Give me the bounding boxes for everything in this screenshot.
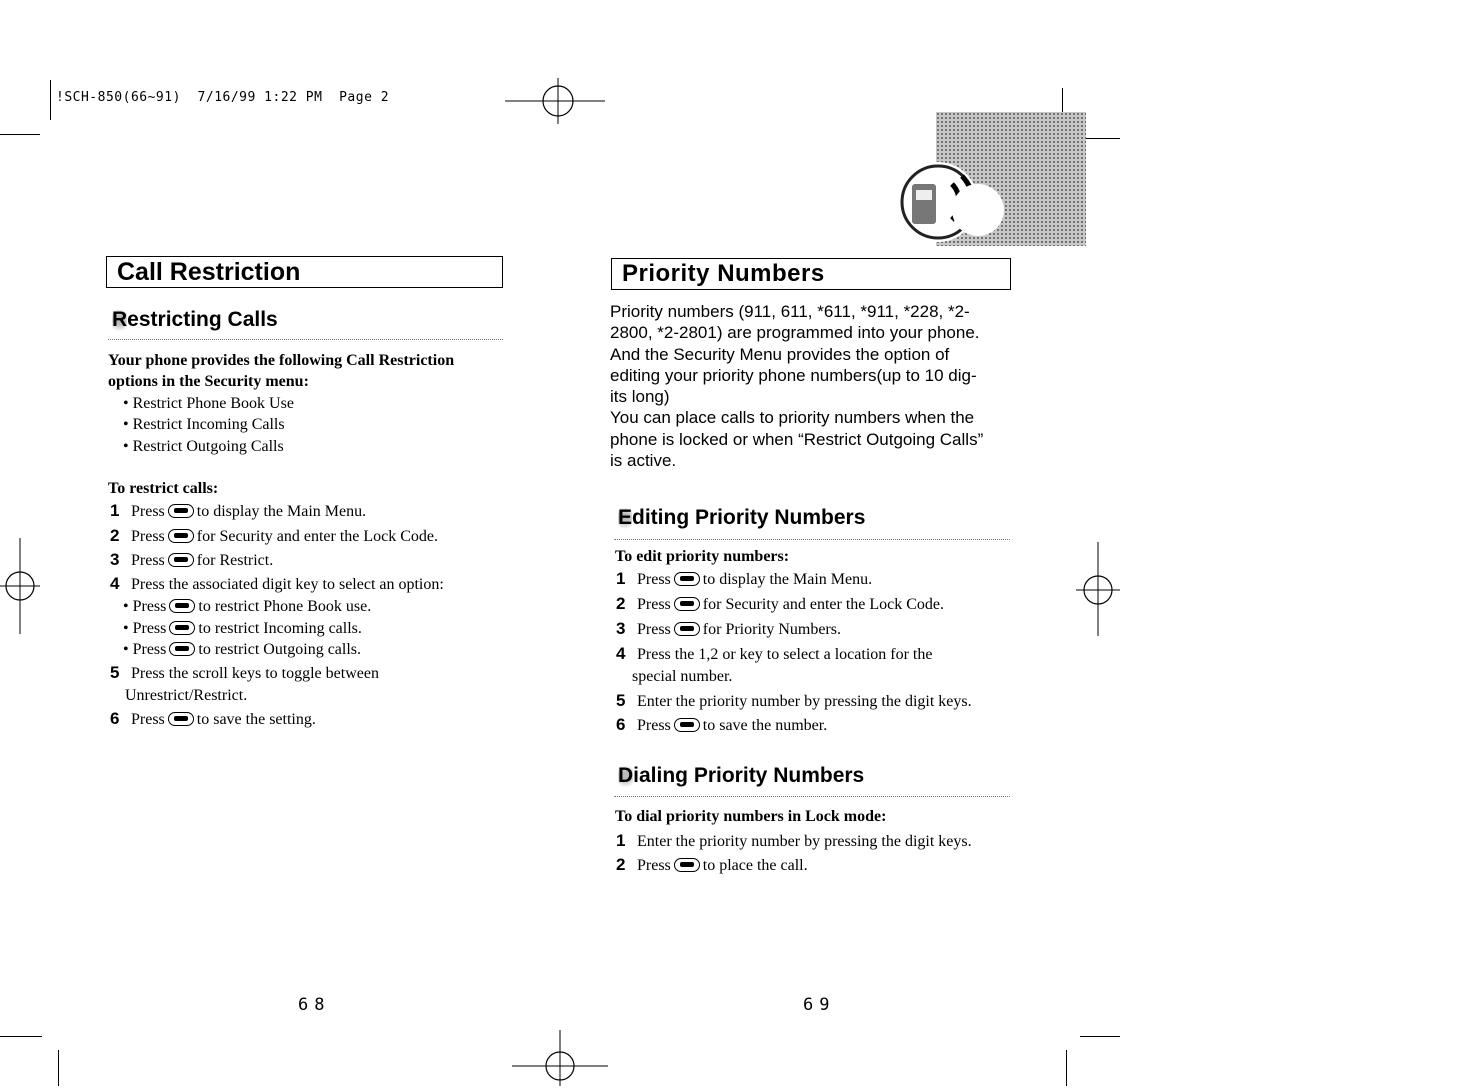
heading-text: ialing Priority Numbers	[633, 764, 865, 787]
sub-option-text: to restrict Phone Book use.	[198, 598, 372, 615]
step-text: Press	[637, 596, 671, 613]
procedure-title: To edit priority numbers:	[615, 548, 790, 565]
drop-cap: D	[618, 764, 634, 787]
step-2	[110, 524, 438, 549]
edit-step-1	[616, 567, 872, 592]
step-text: for Security and enter the Lock Code.	[702, 596, 945, 613]
sub-option-text: • Press	[123, 641, 167, 658]
step-text: Press	[131, 528, 165, 545]
drop-cap: E	[618, 506, 633, 529]
step-text: to display the Main Menu.	[702, 571, 873, 588]
heading-text: estricting Calls	[127, 308, 278, 331]
step-5	[110, 661, 379, 686]
section-rule	[614, 796, 1010, 797]
step-number: 1	[110, 501, 120, 520]
step-number: 6	[616, 715, 626, 734]
step-number: 4	[110, 574, 120, 593]
digit-key-icon	[169, 642, 195, 656]
intro-line: options in the Security menu:	[108, 373, 309, 390]
crop-mark	[1080, 138, 1120, 139]
intro-line: Your phone provides the following Call Restriction	[108, 352, 455, 369]
registration-mark-right	[1076, 542, 1120, 636]
sub-option-text: • Press	[123, 598, 167, 615]
sub-option-text: to restrict Outgoing calls.	[198, 641, 362, 658]
step-text: to save the setting.	[196, 711, 316, 728]
digit-key-icon	[674, 622, 700, 636]
edit-step-6	[616, 713, 827, 738]
registration-mark-left	[0, 538, 40, 634]
step-text: Press	[131, 552, 165, 569]
edit-step-4	[616, 642, 932, 667]
digit-key-icon	[674, 597, 700, 611]
option-item: • Restrict Phone Book Use	[123, 395, 294, 412]
step-3	[110, 548, 273, 573]
body-line: editing your priority phone numbers(up to 10 dig-	[610, 365, 977, 385]
step-number: 6	[110, 709, 120, 728]
digit-key-icon	[169, 621, 195, 635]
section-rule	[108, 339, 503, 340]
page-number-left: 68	[298, 995, 331, 1015]
step-number: 5	[110, 663, 120, 682]
editing-priority-heading	[618, 506, 865, 530]
step-text: to save the number.	[702, 717, 828, 734]
edit-step-4-continued: special number.	[632, 668, 733, 685]
step-text: to display the Main Menu.	[196, 503, 367, 520]
drop-cap: R	[112, 308, 128, 331]
step-text: Press	[131, 711, 165, 728]
step-text: for Security and enter the Lock Code.	[196, 528, 439, 545]
registration-mark-top	[505, 78, 605, 124]
step-number: 1	[616, 831, 626, 850]
step-number: 1	[616, 569, 626, 588]
crop-mark	[58, 1050, 59, 1086]
procedure-title: To dial priority numbers in Lock mode:	[615, 808, 887, 825]
dialing-priority-heading	[618, 764, 864, 788]
body-line: phone is locked or when “Restrict Outgoing Calls”	[610, 429, 984, 449]
edit-step-5	[616, 689, 972, 714]
priority-numbers-title-box	[611, 258, 1011, 290]
step-1	[110, 499, 366, 524]
page-title: Priority Numbers	[622, 260, 825, 287]
step-text: for Restrict.	[196, 552, 274, 569]
crop-mark	[0, 134, 40, 135]
menu-key-icon	[168, 504, 194, 518]
body-line: its long)	[610, 387, 670, 407]
registration-mark-bottom	[512, 1030, 608, 1086]
crop-mark	[1080, 1036, 1120, 1037]
call-restriction-title-box	[106, 256, 503, 288]
dial-step-2	[616, 853, 808, 878]
option-item: • Restrict Outgoing Calls	[123, 438, 284, 455]
step-text: Press the 1,2 or key to select a location for the	[637, 646, 933, 663]
save-key-icon	[168, 712, 194, 726]
sub-option	[123, 618, 362, 640]
digit-key-icon	[168, 553, 194, 567]
step-text: Press	[637, 717, 671, 734]
step-text: Press the scroll keys to toggle between	[131, 665, 379, 682]
body-line: 2800, *2-2801) are programmed into your phone.	[610, 323, 980, 343]
procedure-title: To restrict calls:	[108, 480, 219, 497]
step-6	[110, 707, 316, 732]
crop-mark	[1066, 1050, 1067, 1086]
sub-option	[123, 596, 371, 618]
body-line: You can place calls to priority numbers when the	[610, 408, 975, 428]
step-text: Press	[131, 503, 165, 520]
dial-step-1	[616, 829, 972, 854]
step-4	[110, 572, 444, 597]
step-number: 5	[616, 691, 626, 710]
step-number: 2	[110, 526, 120, 545]
crop-mark	[0, 1036, 42, 1037]
step-text: to place the call.	[702, 857, 808, 874]
step-number: 3	[110, 550, 120, 569]
digit-key-icon	[168, 529, 194, 543]
priority-intro	[610, 301, 1020, 471]
step-text: Enter the priority number by pressing the digit keys.	[637, 693, 972, 710]
sub-option-text: • Press	[123, 620, 167, 637]
edit-step-3	[616, 617, 841, 642]
step-text: Press	[637, 621, 671, 638]
edit-step-2	[616, 592, 944, 617]
step-text: for Priority Numbers.	[702, 621, 841, 638]
step-number: 3	[616, 619, 626, 638]
body-line: is active.	[610, 451, 677, 471]
sub-option-text: to restrict Incoming calls.	[198, 620, 362, 637]
step-text: Press	[637, 857, 671, 874]
option-item: • Restrict Incoming Calls	[123, 416, 285, 433]
heading-text: diting Priority Numbers	[632, 506, 866, 529]
crop-mark	[50, 80, 51, 120]
print-header: !SCH-850(66~91) 7/16/99 1:22 PM Page 2	[56, 90, 390, 105]
phone-signal-graphic	[900, 112, 1086, 246]
save-key-icon	[674, 718, 700, 732]
send-key-icon	[674, 858, 700, 872]
step-5-continued: Unrestrict/Restrict.	[125, 687, 248, 704]
step-number: 4	[616, 644, 626, 663]
step-text: Press the associated digit key to select an option:	[131, 576, 444, 593]
body-line: And the Security Menu provides the option of	[610, 344, 950, 364]
step-text: Enter the priority number by pressing the digit keys.	[637, 833, 972, 850]
page-number-right: 69	[803, 995, 836, 1015]
page-title: Call Restriction	[117, 258, 301, 286]
step-number: 2	[616, 594, 626, 613]
digit-key-icon	[169, 599, 195, 613]
restricting-calls-heading	[112, 308, 278, 332]
section-rule	[614, 539, 1010, 540]
menu-key-icon	[674, 572, 700, 586]
body-line: Priority numbers (911, 611, *611, *911, *228, *2-	[610, 302, 970, 321]
step-number: 2	[616, 855, 626, 874]
sub-option	[123, 639, 361, 661]
step-text: Press	[637, 571, 671, 588]
